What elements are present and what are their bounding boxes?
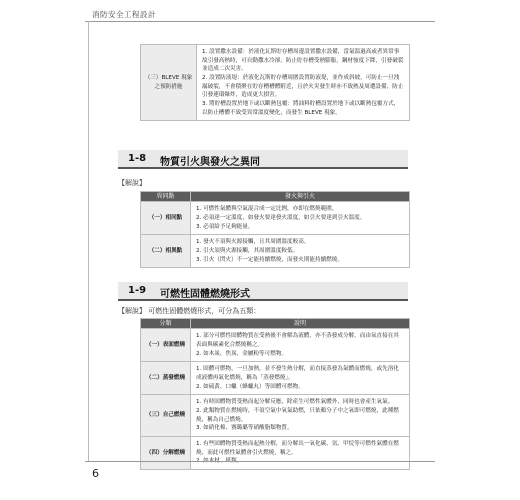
row-content	[191, 362, 410, 395]
row-item: 3. 引火（閃火）不一定能持續燃燒，而發火則能持續燃燒。	[196, 256, 343, 263]
row-item: 2. 如木炭、焦炭、金屬粉等可燃物。	[196, 350, 288, 357]
column-header: 發火與引火	[191, 192, 410, 202]
table-row	[141, 436, 410, 469]
row-content	[191, 395, 410, 437]
table-row	[141, 235, 410, 268]
row-content	[191, 436, 410, 469]
row-item: 1. 部分可燃性固體物質在受熱後不會解為液體，亦不蒸發成分解，而由氧直接在其表面與碳素化合燃燒稱之。	[196, 333, 399, 348]
bleve-item: 2. 設置防液堤：於液化瓦斯貯存槽周圍設置防液堤，並作成斜坡，可防止一旦洩漏破裂，不會積聚在貯存槽槽體附近，且於火災發生時亦不致熱及周遭設備，防止引發連環爆炸，造成更大損害。	[202, 74, 404, 99]
row-content	[191, 202, 410, 235]
table-row	[141, 329, 410, 362]
row-content	[191, 235, 410, 268]
row-item: 2. 如硫黃、口蠟（蜂蠟丸）等固體可燃物。	[196, 383, 304, 390]
row-item: 2. 引火須與火源接觸，其周圍溫度較低。	[196, 247, 299, 254]
row-label: （二）蒸發燃燒	[141, 362, 191, 395]
section-1-9-heading	[118, 282, 408, 301]
row-item: 2. 此類物質在燃燒時，不須空氣中氧氣助燃，只依賴分子中之氧即可燃燒，此種燃燒，稱為自己燃燒。	[196, 407, 399, 423]
page-number: 6	[92, 467, 99, 480]
solid-combustion-table	[140, 318, 410, 470]
column-header: 分類	[141, 319, 191, 329]
row-item: 1. 發火不須與火源接觸，且其周圍溫度較高。	[196, 239, 310, 246]
running-title: 消防安全工程設計	[92, 10, 156, 19]
row-item: 1. 有些固體物質受熱而起熱分解，而分解出一氧化碳、氫、甲烷等可燃性氣體在燃燒，而此可燃性氣體會引火燃燒，稱之。	[196, 440, 399, 456]
row-label: （四）分解燃燒	[141, 436, 191, 469]
bleve-items	[197, 45, 410, 121]
table-row	[141, 202, 410, 235]
table-row	[141, 395, 410, 437]
bleve-prevention-table	[140, 44, 410, 121]
column-header: 說明	[191, 319, 410, 329]
row-label: （三）自己燃燒	[141, 395, 191, 437]
bottom-rule	[85, 461, 435, 462]
bleve-item: 1. 設置撒水設備：於液化瓦斯貯存槽周邊設置撒水設備，當氣溫過高或者異常事故引發高熱時，可自動撒水冷卻，防止貯存槽受熱膨脹，鋼材強度下降，引發破裂並造成二次災害。	[202, 49, 404, 73]
section-title: 物質引火與發火之異同	[160, 157, 260, 168]
column-header: 異同點	[141, 192, 191, 202]
jieshuo-label: 【解說】 可燃性固體燃燒形式，可分為五類：	[118, 307, 261, 315]
row-label: （一）相同點	[141, 202, 191, 235]
jieshuo-label: 【解說】	[118, 179, 146, 187]
left-margin-rule	[88, 21, 89, 461]
row-item: 3. 如硝化棉、賽璐璐等硝酸脂類物質。	[196, 425, 293, 432]
section-number: 1-9	[128, 285, 147, 296]
row-label: （一）表面燃燒	[141, 329, 191, 362]
section-1-8-heading	[118, 150, 408, 169]
row-item: 1. 固體可燃物，一旦加熱，並不發生熱分解，而直接蒸發為氣體而燃燒，或先溶化成液體再氣化燃燒，稱為「蒸發燃燒」。	[196, 366, 399, 381]
ignition-comparison-table	[140, 191, 410, 268]
bleve-label: （三）BLEVE 現象之預防措施	[141, 45, 197, 121]
section-title: 可燃性固體燃燒形式	[160, 289, 250, 300]
row-label: （二）相異點	[141, 235, 191, 268]
row-item: 3. 必須給予足夠能量。	[196, 223, 254, 230]
row-item: 1. 有時固體物質受熱而起分解反應，除產生可燃性氣體外，同時也會產生氧氣。	[196, 399, 394, 406]
row-item: 2. 必須達一定溫度，如發火要達發火溫度，如引火要達到引火溫度。	[196, 214, 366, 221]
table-row	[141, 362, 410, 395]
section-number: 1-8	[128, 153, 147, 164]
row-content	[191, 329, 410, 362]
top-rule	[85, 21, 435, 22]
row-item: 1. 可燃性氣體與空氣混合成一定比例，亦即在燃燒範圍。	[196, 206, 338, 213]
bleve-item: 3. 將貯槽設置於地下或以斷熱包覆：將油料貯槽設置於地下或以斷熱包覆方式，以防止槽體不致受異常溫度變化，而發生 BLEVE 現象。	[202, 100, 400, 116]
